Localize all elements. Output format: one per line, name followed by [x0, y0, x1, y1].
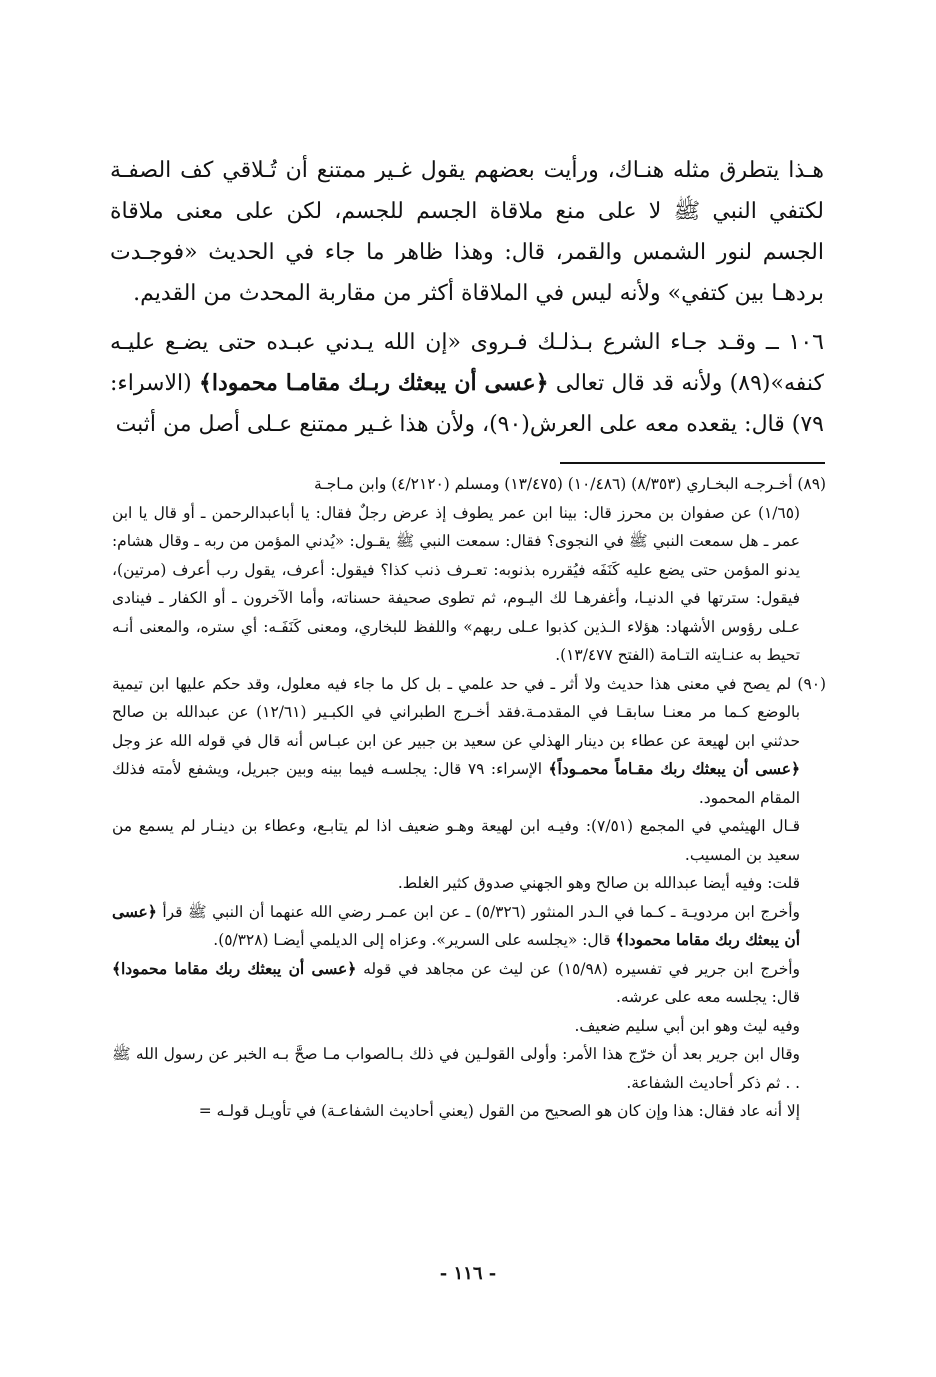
footnote-separator: [560, 462, 825, 464]
main-text-run: ١٠٦ ــ وقـد جـاء الشرع بـذلـك فـروى «إن الله يـدني عبـده حتى يضـع عليـه كنفه»(٨٩) ولأنه قد قال تعالى: [110, 330, 824, 396]
footnote-90-paragraph: [112, 898, 826, 955]
footnote-text-run: وأخرج ابن مردويـة ـ كـما في الـدر المنثور (٥/٣٢٦) ـ عن ابن عمـر رضي الله عنهما أن النبي ﷺ قرأ: [156, 902, 800, 921]
footnote-text-run: قال: يجلسه معه على عرشه.: [615, 988, 800, 1006]
main-text: [110, 150, 824, 445]
footnote-text-run: (٩٠) لم يصح في معنى هذا حديث ولا أثر ـ في حد علمي ـ بل كل ما جاء فيه معلول، وقد حكم عليها ابن تيمية بالوضع كـما مر معنـا سابقـا في المقدمـة.فقد أخـرج الطبراني في الكبـير (١٢/٦١) عن عبدالله بن صالح حدثني ابن لهيعة عن عطاء بن دينار الهذلي عن سعيد بن جبير عن ابن عبـاس أنه قال في قوله الله عز وجل: [112, 674, 826, 750]
footnote-text-run: قال: «يجلسه على السرير». وعزاه إلى الديلمي أيضـا (٥/٣٢٨).: [213, 931, 616, 949]
page-number: - ١١٦ -: [439, 1263, 497, 1284]
main-paragraph-106: [110, 322, 824, 445]
footnote-89-body: (١/٦٥) عن صفوان بن محرز قال: بينا ابن عمر يطوف إذ عرض رجلٌ فقال: يا أباعبدالرحمن ـ أو قال يا ابن عمر ـ هل سمعت النبي ﷺ في النجوى؟ فقال: سمعت النبي ﷺ يقـول: «يُدني المؤمن من ربه ـ وقال هشام: يدنو المؤمن حتى يضع عليه كَنَفَه فيُقرره بذنوبه: تعـرف ذنب كذا؟ فيقول: أعرف، يقول رب أعرف (مرتين)، فيقول: سترتها في الدنيـا، وأغفرهـا لك اليـوم، ثم تطوى صحيفة حسناته، وأما الآخرون ـ أو الكفار ـ فينادى عـلى رؤوس الأشهاد: هؤلاء الـذين كذبوا عـلى ربهم» واللفظ للبخاري، ومعنى كَنَفَـه: أي ستره، والمعنى أنـه تحيط به عنـايته التـامة (الفتح ١٣/٤٧٧).: [112, 503, 800, 664]
footnote-text-run: الإسراء: ٧٩ قال: يجلسـه فيما بينه وبين جبريل، ويشفع لأمته فذلك المقام المحمود.: [112, 760, 800, 807]
footnote-90-paragraph: [112, 955, 826, 1012]
main-text-run: (الاسراء: ٧٩) قال: يقعده معه على العرش(٩٠)، ولأن هذا غـير ممتنع عـلى أصل من أثبت: [110, 371, 824, 437]
main-paragraph: هـذا يتطرق مثله هنـاك، ورأيت بعضهم يقول غـير ممتنع أن تُـلاقي كف الصفـة لكتفي النبي ﷺ لا على منع ملاقاة الجسم للجسم، لكن على معنى ملاقاة الجسم لنور الشمس والقمر، قال: وهذا ظاهر ما جاء في الحديث «فوجـدت بردهـا بين كتفي» ولأنه ليس في الملاقاة أكثر من مقاربة المحدث من القديم.: [110, 158, 824, 306]
footnote-90-paragraph: وقال ابن جرير بعد أن خرّج هذا الأمر: وأولى القولـين في ذلك بـالصواب مـا صحَّ بـه الخبر عن رسول الله ﷺ . . ثم ذكر أحاديث الشفاعة.: [112, 1045, 800, 1092]
footnote-90-lead: [112, 670, 826, 813]
footnote-90-paragraph: إلا أنه عاد فقال: هذا وإن كان هو الصحيح من القول (يعني أحاديث الشفاعـة) في تأويـل قولـه =: [198, 1102, 800, 1120]
footnote-89-lead: (٨٩) أخـرجـه البخـاري (٨/٣٥٣) (١٠/٤٨٦) (١٣/٤٧٥) ومسلم (٤/٢١٢٠) وابن مـاجـة: [314, 475, 826, 493]
footnotes: [112, 470, 826, 1126]
footnote-text-run: وأخرج ابن جرير في تفسيره (١٥/٩٨) عن ليث عن مجاهد في قوله: [356, 959, 800, 978]
quran-verse: ﴿عسى أن يبعثك ربـك مقامـا محمودا﴾: [198, 370, 549, 396]
footnote-90-paragraph: وفيه ليث وهو ابن أبي سليم ضعيف.: [574, 1016, 800, 1035]
quran-verse: ﴿عسى أن يبعثك ربك مقاما محمودا﴾: [112, 959, 357, 978]
quran-verse: ﴿عسى أن يبعثك ربك مقـاماً محمـوداً﴾: [548, 760, 800, 778]
footnote-90-paragraph: قـال الهيثمي في المجمع (٧/٥١): وفيـه ابن لهيعة وهـو ضعيف اذا لم يتابـع، وعطاء بن دينـار لم يسمع من سعيد بن المسيب.: [112, 817, 800, 864]
footnote-90-paragraph: قلت: وفيه أيضا عبدالله بن صالح وهو الجهني صدوق كثير الغلط.: [397, 874, 800, 892]
quran-verse: ﴿عسى أن يبعثك ربك مقاما محمودا﴾: [112, 902, 800, 949]
